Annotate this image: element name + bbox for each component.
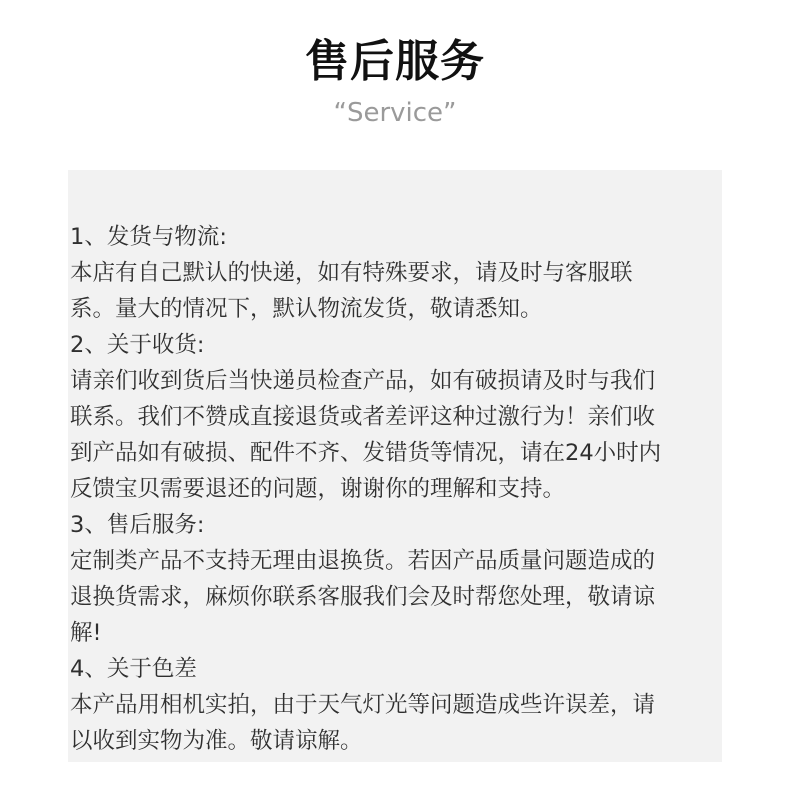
section-line: 到产品如有破损、配件不齐、发错货等情况，请在24小时内 xyxy=(70,440,662,466)
section-line: 以收到实物为准。敬请谅解。 xyxy=(70,728,363,754)
section-heading: 2、关于收货: xyxy=(70,332,205,358)
section-heading: 4、关于色差 xyxy=(70,656,197,682)
section-line: 解! xyxy=(70,620,102,646)
policy-panel xyxy=(68,170,722,762)
section-heading: 3、售后服务: xyxy=(70,512,205,538)
section-line: 请亲们收到货后当快递员检查产品，如有破损请及时与我们 xyxy=(70,368,656,394)
section-receiving xyxy=(70,327,722,507)
section-after-sales xyxy=(70,507,722,651)
section-line: 本产品用相机实拍，由于天气灯光等问题造成些许误差，请 xyxy=(70,692,656,718)
section-line: 反馈宝贝需要退还的问题，谢谢你的理解和支持。 xyxy=(70,476,566,502)
section-line: 定制类产品不支持无理由退换货。若因产品质量问题造成的 xyxy=(70,548,656,574)
section-line: 退换货需求，麻烦你联系客服我们会及时帮您处理，敬请谅 xyxy=(70,584,656,610)
section-heading: 1、发货与物流: xyxy=(70,224,227,250)
section-line: 联系。我们不赞成直接退货或者差评这种过激行为！亲们收 xyxy=(70,404,656,430)
page-subtitle: “Service” xyxy=(333,98,457,128)
section-shipping xyxy=(70,219,722,327)
section-line: 本店有自己默认的快递，如有特殊要求，请及时与客服联 xyxy=(70,260,633,286)
section-color-difference xyxy=(70,651,722,759)
page-title: 售后服务 xyxy=(305,36,485,87)
section-line: 系。量大的情况下，默认物流发货，敬请悉知。 xyxy=(70,296,543,322)
